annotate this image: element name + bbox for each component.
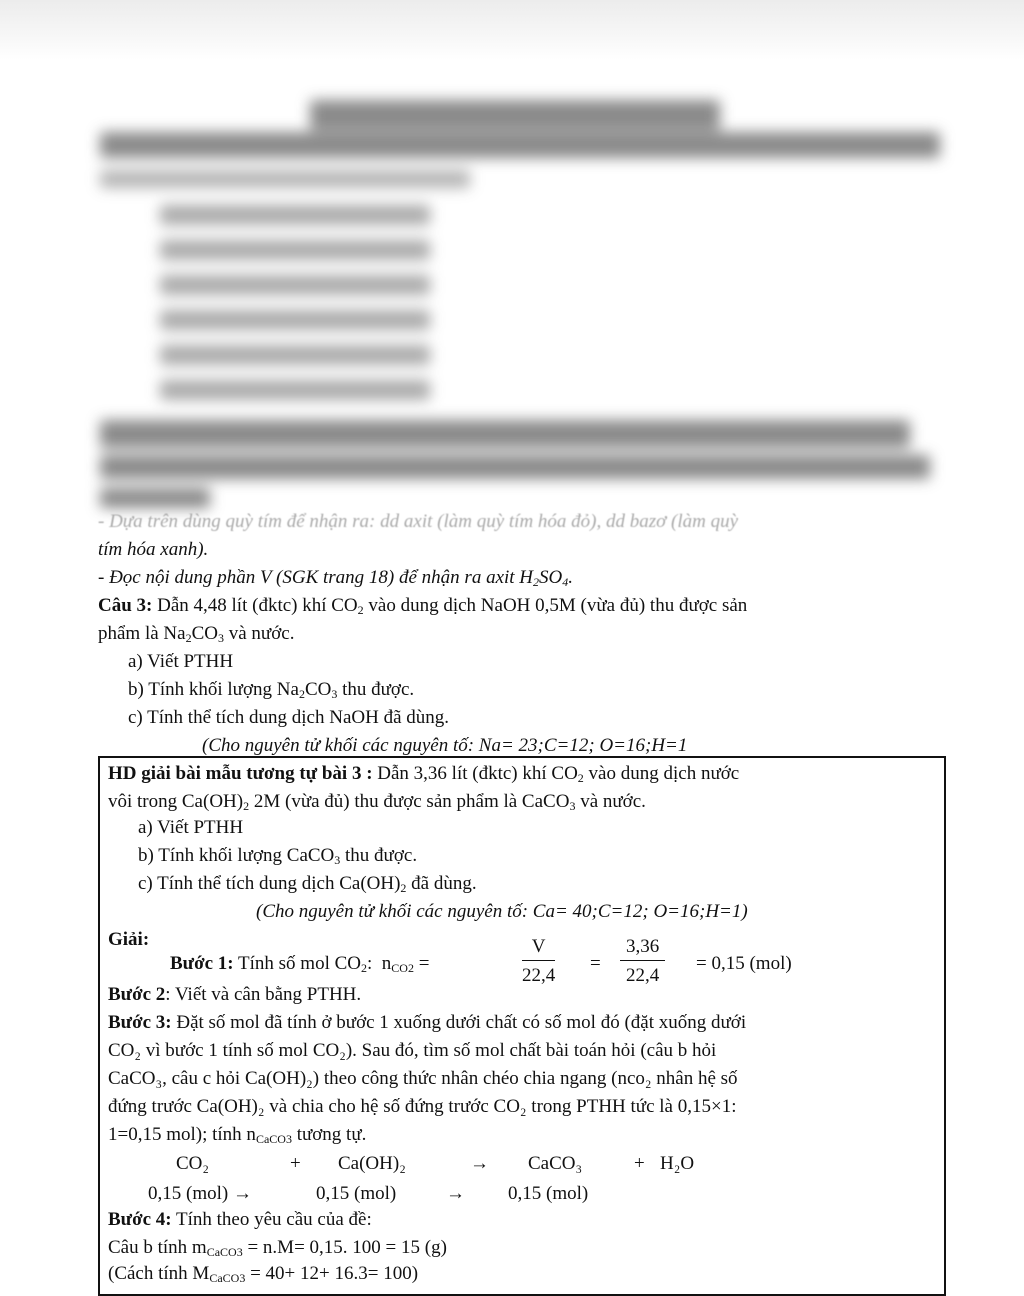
fraction-v-over-22-4: $\frac{V}{22,4}$ bbox=[522, 936, 556, 986]
step-3-line-3: CaCO₃, câu c hỏi Ca(OH)₂) theo công thức nhân chéo chia ngang (nco₂ nhân hệ số bbox=[108, 1068, 738, 1089]
example-item-c: c) Tính thể tích dung dịch $Ca(OH)_2$ đã dùng. bbox=[138, 873, 477, 895]
question-3-item-a: a) Viết PTHH bbox=[128, 651, 234, 672]
mol-co2: 0,15 (mol) → bbox=[148, 1183, 252, 1204]
question-3-line-1: Câu 3: Dẫn 4,48 lít (đktc) khí $CO_2$ vào dung dịch NaOH 0,5M (vừa đủ) thu được sản bbox=[98, 595, 748, 617]
mol-caoh2: 0,15 (mol) bbox=[316, 1183, 397, 1204]
step-4-note: (Cách tính $M_{CaCO3} = 40+ 12+ 16.3= 100$) bbox=[108, 1263, 419, 1285]
example-item-b: b) Tính khối lượng CaCO$_3$ thu được. bbox=[138, 845, 418, 867]
step-2: Bước 2: Viết và cân bằng PTHH. bbox=[108, 984, 362, 1005]
intro-line-2: - Đọc nội dung phần V (SGK trang 18) để nhận ra axit $H_2SO_4$. bbox=[98, 567, 574, 589]
mol-caco3: 0,15 (mol) bbox=[508, 1183, 589, 1204]
intro-line-1: tím hóa xanh). bbox=[98, 539, 209, 560]
equation-product-h2o: H₂O bbox=[660, 1153, 695, 1174]
step-1: Bước 1: Tính số mol $CO_2$: $n_{CO2}$ = bbox=[170, 953, 430, 975]
blurred-hint-line: - Dựa trên dùng quỳ tím để nhận ra: dd axit (làm quỳ tím hóa đỏ), dd bazơ (làm quỳ bbox=[98, 511, 739, 532]
fraction-3-36-over-22-4: $\frac{3,36}{22,4}$ bbox=[620, 936, 665, 987]
example-note: (Cho nguyên tử khối các nguyên tố: Ca= 40;C=12; O=16;H=1) bbox=[256, 901, 748, 922]
step-4: Bước 4: Tính theo yêu cầu của đề: bbox=[108, 1209, 372, 1230]
step-1-result: = 0,15 (mol) bbox=[696, 953, 792, 974]
example-item-a: a) Viết PTHH bbox=[138, 817, 244, 838]
step-4-answer-b: Câu b tính $m_{CaCO3} = n.M= 0,15$. 100 = 15 (g) bbox=[108, 1237, 447, 1259]
question-3-note: (Cho nguyên tử khối các nguyên tố: Na= 23;C=12; O=16;H=1 bbox=[202, 735, 688, 756]
equation-plus-2: + bbox=[634, 1153, 645, 1174]
step-3-line-2: CO₂ vì bước 1 tính số mol CO₂). Sau đó, tìm số mol chất bài toán hỏi (câu b hỏi bbox=[108, 1040, 717, 1061]
equation-reactant-co2: CO₂ bbox=[176, 1153, 210, 1174]
question-3-item-c: c) Tính thể tích dung dịch NaOH đã dùng. bbox=[128, 707, 449, 728]
question-3-item-b: b) Tính khối lượng $Na_2CO_3$ thu được. bbox=[128, 679, 415, 701]
top-shadow bbox=[0, 0, 1024, 60]
equals-sign: = bbox=[590, 953, 601, 974]
solution-label: Giải: bbox=[108, 929, 150, 950]
example-line-2: vôi trong $Ca(OH)_2$ 2M (vừa đủ) thu được sản phẩm là CaCO$_3$ và nước. bbox=[108, 791, 646, 813]
equation-product-caco3: CaCO₃ bbox=[528, 1153, 583, 1174]
step-3-line-5: 1=0,15 mol); tính $n_{CaCO3}$ tương tự. bbox=[108, 1124, 367, 1146]
step-3-line-1: Bước 3: Đặt số mol đã tính ở bước 1 xuống dưới chất có số mol đó (đặt xuống dưới bbox=[108, 1012, 747, 1033]
example-line-1: HD giải bài mẫu tương tự bài 3 : Dẫn 3,36 lít (đktc) khí $CO_2$ vào dung dịch nước bbox=[108, 763, 740, 785]
equation-plus-1: + bbox=[290, 1153, 301, 1174]
step-3-line-4: đứng trước Ca(OH)₂ và chia cho hệ số đứng trước CO₂ trong PTHH tức là 0,15×1: bbox=[108, 1096, 737, 1117]
mol-arrow: → bbox=[446, 1183, 465, 1204]
blurred-region bbox=[0, 80, 1024, 520]
equation-reactant-caoh2: Ca(OH)₂ bbox=[338, 1153, 406, 1174]
question-3-line-2: phẩm là $Na_2CO_3$ và nước. bbox=[98, 623, 295, 645]
equation-arrow: → bbox=[470, 1153, 489, 1174]
